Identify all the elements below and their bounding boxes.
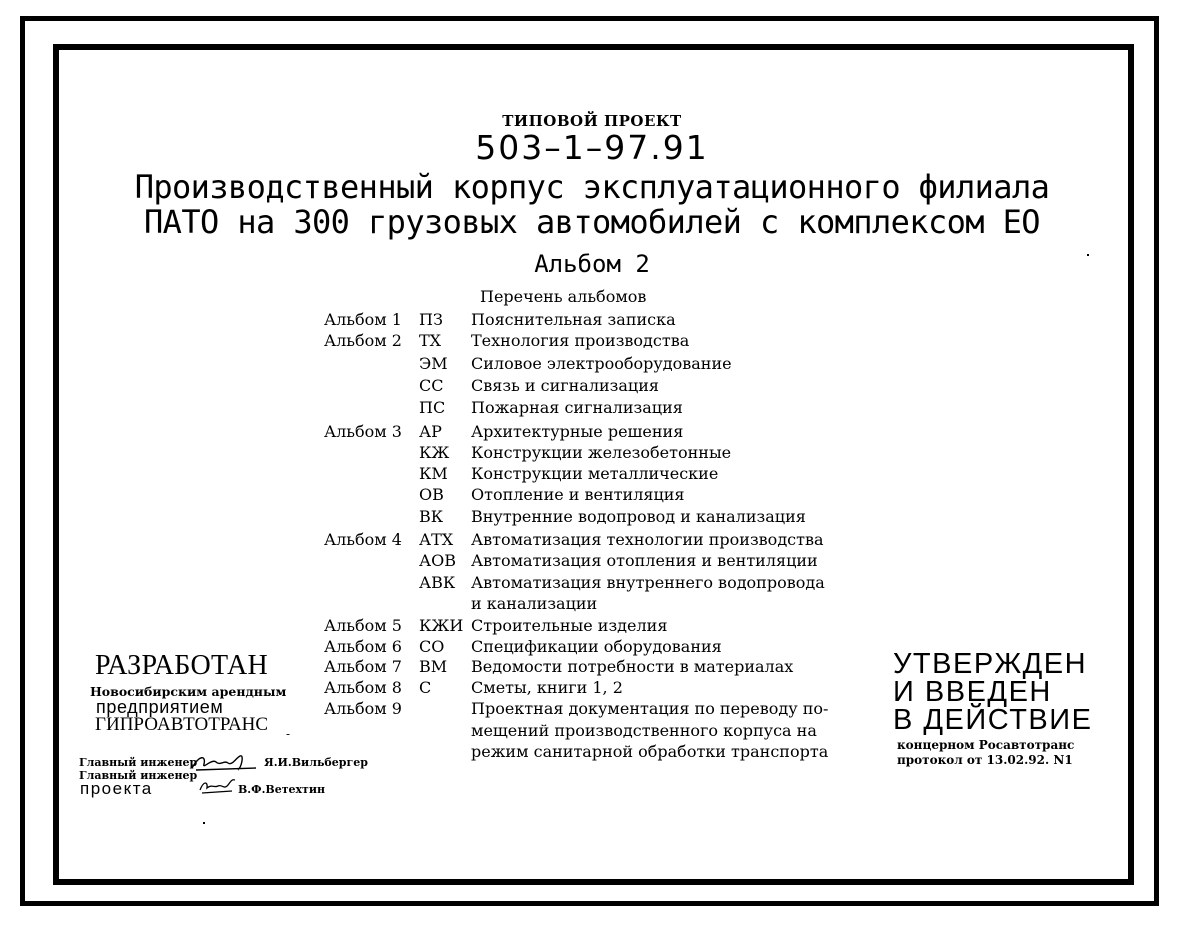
album-row-description: Спецификации оборудования	[471, 637, 722, 656]
album-row-number: Альбом 2	[324, 331, 402, 350]
chief-engineer-name: Я.И.Вильбергер	[264, 756, 368, 769]
developer-org-line2: предприятием	[96, 697, 224, 717]
developer-org-line3: ГИПРОАВТОТРАНС	[95, 714, 269, 735]
approved-line1: УТВЕРЖДЕН	[893, 648, 1088, 680]
album-row-description: Конструкции железобетонные	[471, 443, 732, 462]
album-row-code: АТХ	[419, 530, 454, 549]
chief-engineer-label: Главный инженер	[79, 756, 198, 769]
approved-org: концерном Росавтотранс	[897, 738, 1075, 752]
album-row-description: Автоматизация отопления и вентиляции	[471, 551, 818, 570]
album-row-description: и канализации	[471, 594, 598, 613]
album-row-description: Внутренние водопровод и канализация	[471, 507, 806, 526]
album-row-code: АВК	[419, 573, 456, 592]
album-label: Альбом 2	[534, 250, 650, 278]
album-row-description: Автоматизация технологии производства	[471, 530, 824, 549]
dash-mark: -	[286, 727, 291, 741]
albums-list-title: Перечень альбомов	[480, 287, 647, 306]
developer-org-line1: Новосибирским арендным	[90, 684, 287, 699]
album-row-description: Строительные изделия	[471, 616, 668, 635]
album-row-number: Альбом 4	[324, 530, 402, 549]
album-row-number: Альбом 1	[324, 310, 402, 329]
album-row-code: СС	[419, 376, 444, 395]
album-row-code: КЖ	[419, 443, 450, 462]
album-row-number: Альбом 6	[324, 637, 402, 656]
album-row-code: С	[419, 678, 432, 697]
album-row-description: Технология производства	[471, 331, 690, 350]
album-row-code: ВК	[419, 507, 444, 526]
album-row-number: Альбом 3	[324, 422, 402, 441]
approved-line3: В ДЕЙСТВИЕ	[893, 704, 1093, 736]
album-row-description: мещений производственного корпуса на	[471, 721, 817, 740]
album-row-description: Проектная документация по переводу по-	[471, 699, 829, 718]
album-row-description: Ведомости потребности в материалах	[471, 657, 794, 676]
speck-mark	[203, 822, 205, 824]
project-title-line1: Производственный корпус эксплуатационного филиала	[134, 168, 1050, 206]
album-row-number: Альбом 8	[324, 678, 402, 697]
album-row-description: Конструкции металлические	[471, 464, 719, 483]
album-row-code: КЖИ	[419, 616, 464, 635]
project-kind-label: ТИПОВОЙ ПРОЕКТ	[502, 112, 682, 130]
album-row-number: Альбом 5	[324, 616, 402, 635]
album-row-description: Архитектурные решения	[471, 422, 684, 441]
project-chief-signature	[198, 776, 238, 796]
album-row-code: ПС	[419, 398, 446, 417]
album-row-number: Альбом 9	[324, 699, 402, 718]
chief-engineer-signature	[190, 752, 260, 774]
album-row-code: ЭМ	[419, 354, 448, 373]
album-row-code: КМ	[419, 464, 448, 483]
project-number: 503–1–97.91	[475, 128, 709, 167]
album-row-code: СО	[419, 637, 445, 656]
album-row-code: АОВ	[419, 551, 456, 570]
album-row-description: Сметы, книги 1, 2	[471, 678, 623, 697]
album-row-description: Силовое электрооборудование	[471, 354, 732, 373]
project-title-line2: ПАТО на 300 грузовых автомобилей с комплексом ЕО	[144, 203, 1040, 241]
album-row-description: режим санитарной обработки транспорта	[471, 742, 829, 761]
project-chief-label-line1: Главный инженер	[79, 769, 198, 782]
album-row-code: ВМ	[419, 657, 448, 676]
speck-mark	[1087, 254, 1089, 256]
approved-protocol: протокол от 13.02.92. N1	[897, 753, 1073, 767]
album-row-description: Пожарная сигнализация	[471, 398, 683, 417]
developed-title: РАЗРАБОТАН	[95, 650, 269, 681]
album-row-description: Автоматизация внутреннего водопровода	[471, 573, 825, 592]
album-row-code: АР	[419, 422, 442, 441]
project-chief-name: В.Ф.Ветехтин	[238, 783, 326, 796]
approved-line2: И ВВЕДЕН	[893, 676, 1052, 708]
album-row-description: Связь и сигнализация	[471, 376, 659, 395]
album-row-code: ТХ	[419, 331, 442, 350]
album-row-description: Отопление и вентиляция	[471, 485, 685, 504]
project-chief-label-line2: проекта	[80, 779, 153, 798]
album-row-number: Альбом 7	[324, 657, 402, 676]
album-row-description: Пояснительная записка	[471, 310, 676, 329]
album-row-code: ОВ	[419, 485, 444, 504]
album-row-code: ПЗ	[419, 310, 443, 329]
